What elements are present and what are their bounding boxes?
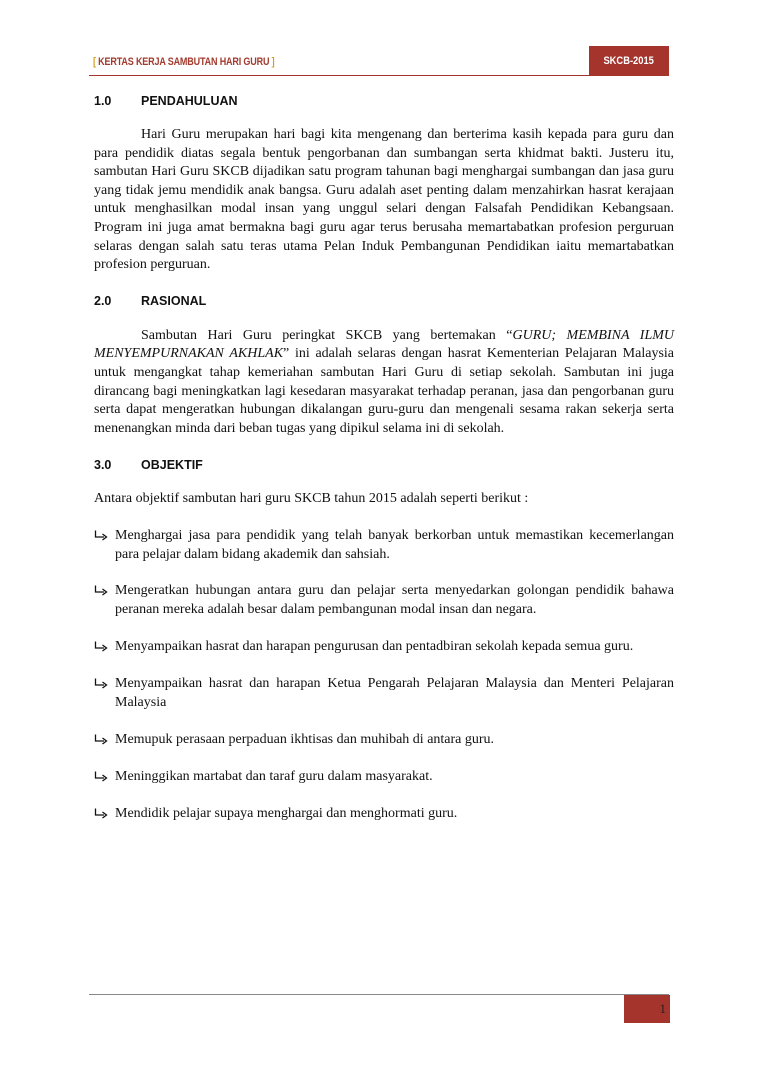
list-item: Memupuk perasaan perpaduan ikhtisas dan muhibah di antara guru. (94, 731, 674, 750)
section-title: OBJEKTIF (141, 458, 203, 473)
list-item: Menyampaikan hasrat dan harapan Ketua Pengarah Pelajaran Malaysia dan Menteri Pelajaran Malaysia (94, 675, 674, 712)
header-divider (89, 75, 669, 76)
objektif-intro: Antara objektif sambutan hari guru SKCB tahun 2015 adalah seperti berikut : (94, 491, 529, 507)
footer-divider (89, 994, 669, 995)
header-badge (589, 46, 669, 76)
arrow-bullet-icon (94, 641, 108, 653)
section-title: RASIONAL (141, 294, 207, 309)
section-heading-pendahuluan (94, 88, 674, 114)
list-item: Menghargai jasa para pendidik yang telah banyak berkorban untuk memastikan kecemerlangan para pelajar dalam bidang akademik dan sahsiah. (94, 527, 674, 564)
page-header (89, 46, 669, 76)
rasional-text-start: Sambutan Hari Guru peringkat SKCB yang bertemakan “ (141, 327, 513, 343)
section-heading-objektif (94, 452, 674, 478)
header-title (93, 56, 275, 68)
section-number: 2.0 (94, 294, 112, 309)
objective-list (94, 527, 674, 823)
list-item: Mengeratkan hubungan antara guru dan pelajar serta menyedarkan golongan pendidik bahawa peranan mereka adalah besar dalam pembangunan modal insan dan negara. (94, 582, 674, 619)
section-paragraph-rasional (94, 327, 674, 439)
page-number: 1 (659, 1001, 666, 1016)
arrow-bullet-icon (94, 585, 108, 597)
header-title-text: KERTAS KERJA SAMBUTAN HARI GURU (95, 56, 272, 68)
header-bracket-close: ] (271, 56, 275, 68)
list-item: Menyampaikan hasrat dan harapan pengurusan dan pentadbiran sekolah kepada semua guru. (94, 638, 674, 657)
arrow-bullet-icon (94, 678, 108, 690)
section-heading-rasional (94, 289, 674, 315)
arrow-bullet-icon (94, 734, 108, 746)
rasional-theme: GURU; MEMBINA ILMU MENYEMPURNAKAN AKHLAK (94, 327, 675, 362)
section-number: 1.0 (94, 93, 112, 108)
list-item: Meninggikan martabat dan taraf guru dalam masyarakat. (94, 768, 674, 787)
section-number: 3.0 (94, 458, 112, 473)
arrow-bullet-icon (94, 530, 108, 542)
header-bracket-open: [ (93, 56, 96, 68)
arrow-bullet-icon (94, 771, 108, 783)
page-content (94, 88, 674, 842)
rasional-text-end: ” ini adalah selaras dengan hasrat Kementerian Pelajaran Malaysia untuk mengangkat tahap kemeriahan sambutan Hari Guru di setiap sekolah. Sambutan ini juga dirancang bagi meningkatkan lagi kesedaran masyarakat terhadap peranan, jasa dan pengorbanan guru serta dapat mengeratkan hubungan dikalangan guru-guru dan mengenali sesama rakan sekerja serta menenangkan minda dari beban tugas yang dipikul selama ini di sekolah. (94, 346, 674, 436)
arrow-bullet-icon (94, 808, 108, 820)
page-number-badge (624, 995, 670, 1023)
section-title: PENDAHULUAN (141, 93, 238, 108)
section-paragraph-pendahuluan: Hari Guru merupakan hari bagi kita mengenang dan berterima kasih kepada para guru dan para pendidik diatas segala bentuk pengorbanan dan sumbangan serta khidmat bakti. Justeru itu, sambutan Hari Guru SKCB dijadikan satu program tahunan bagi menghargai sumbangan dan jasa guru yang tidak jemu mendidik anak bangsa. Guru adalah aset penting dalam menzahirkan hasrat kerajaan untuk menghasilkan modal insan yang unggul selari dengan Falsafah Pendidikan Kebangsaan. Program ini juga amat bermakna bagi guru agar terus berusaha memartabatkan profesion perguruan selaras dengan salah satu teras utama Pelan Induk Pembangunan Pendidikan iaitu memartabatkan profesion perguruan. (94, 127, 674, 273)
header-badge-text: SKCB-2015 (603, 55, 655, 67)
list-item: Mendidik pelajar supaya menghargai dan menghormati guru. (94, 805, 674, 824)
